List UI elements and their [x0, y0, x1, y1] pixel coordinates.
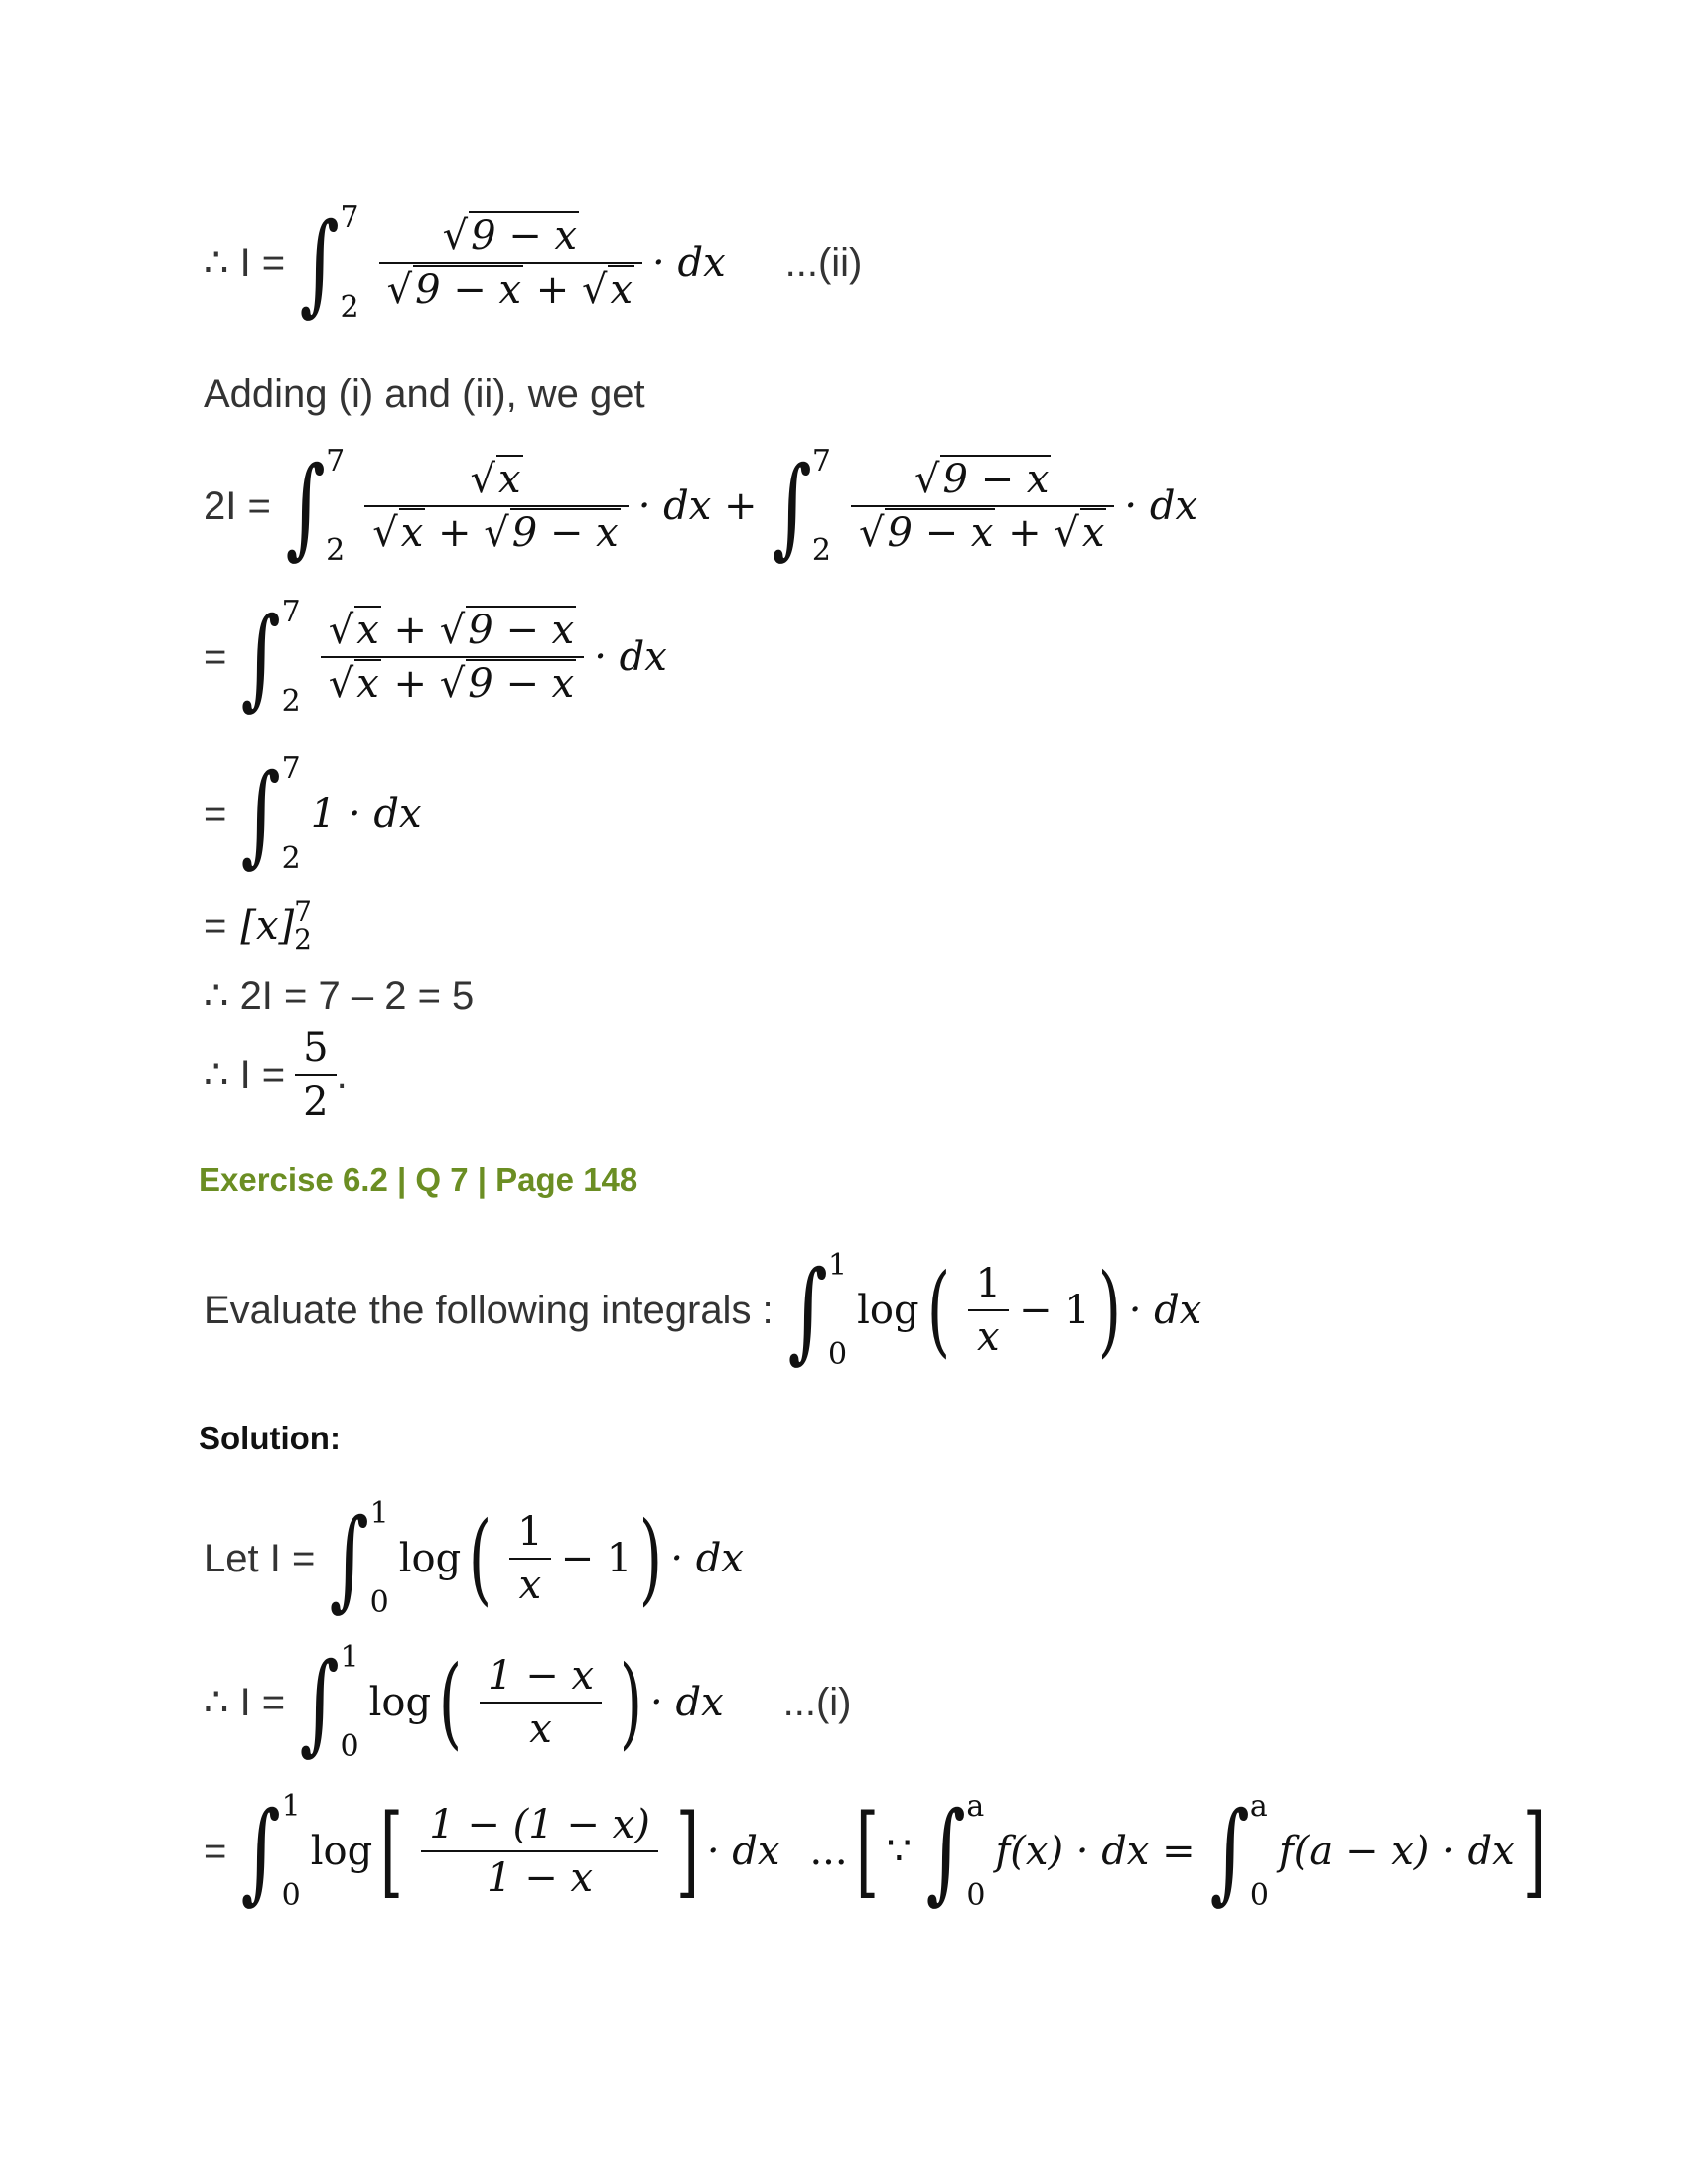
denominator: 2 [303, 1079, 329, 1125]
solution-i: ∴ I = ∫ 1 0 log ( $\frac{1 - x}{x}$ ) · dx ...(i) [204, 1639, 852, 1766]
equation-bracket [204, 895, 312, 956]
property-lhs: f(x) · dx = [995, 1829, 1196, 1874]
integral-sign: ∫ a 0 [925, 1788, 986, 1915]
plus-sign: + [393, 608, 428, 653]
numerator-a: x [356, 608, 379, 653]
dx: · dx [706, 1829, 780, 1874]
dx: · dx [1124, 483, 1198, 529]
property-rhs: f(a − x) · dx [1279, 1829, 1515, 1874]
question-text: Evaluate the following integrals : [204, 1288, 774, 1332]
numerator-b: 9 − x [468, 608, 575, 653]
eq-prefix: Let I = [204, 1536, 316, 1580]
upper-limit: 1 [369, 1496, 389, 1531]
eq-prefix: = [204, 791, 227, 836]
fraction-1: $\frac{√x}{√x + √9 - x}$ [364, 454, 628, 559]
integral-sign: ∫ 7 2 [240, 594, 301, 721]
lower-limit: 0 [281, 1878, 301, 1913]
integral-sign: ∫ 7 2 [299, 200, 359, 327]
fraction [968, 1258, 1009, 1363]
integral-sign: ∫ a 0 [1209, 1788, 1269, 1915]
period: . [336, 1052, 348, 1097]
dots: ... [809, 1829, 848, 1874]
upper-limit: 7 [340, 201, 359, 235]
question-line: Evaluate the following integrals : ∫ 1 0 log ( $\frac{1}{x}$ − 1 ) · dx [204, 1247, 1202, 1374]
fraction [295, 1023, 336, 1128]
denominator-a: 9 − x [415, 267, 522, 313]
upper-limit: 1 [281, 1789, 301, 1824]
lower-limit: 2 [811, 533, 831, 568]
integral-sign: ∫ 7 2 [772, 443, 831, 570]
value-text: ∴ 2I = 7 – 2 = 5 [204, 974, 475, 1018]
fraction [509, 1506, 550, 1611]
upper-limit: a [966, 1789, 985, 1824]
dx: · dx [670, 1536, 744, 1581]
plus-sign: + [535, 267, 570, 313]
adding-text: Adding (i) and (ii), we get [204, 372, 645, 416]
fraction-2: $\frac{√9 - x}{√9 - x + √x}$ [851, 454, 1114, 559]
eq-prefix: ∴ I = [204, 241, 286, 285]
fraction [480, 1650, 602, 1755]
lower-limit: 0 [1249, 1878, 1269, 1913]
upper-limit: 1 [827, 1248, 848, 1283]
numerator: 1 [975, 1261, 1002, 1306]
denominator-a: x [400, 510, 424, 556]
integral-sign: ∫ 1 0 [787, 1247, 848, 1374]
lower-limit: 2 [281, 841, 301, 876]
lower-limit: 0 [369, 1585, 389, 1620]
log-text: log [368, 1680, 432, 1725]
numerator: 9 − x [471, 213, 578, 259]
eq-prefix: ∴ I = [204, 1053, 286, 1097]
integral-sign: ∫ 1 0 [299, 1639, 359, 1766]
equation-tag: ...(i) [782, 1680, 852, 1724]
eq-prefix: 2I = [204, 483, 271, 528]
solution-label: Solution: [199, 1420, 341, 1456]
equation-tag: ...(ii) [784, 240, 863, 285]
denominator-a: x [356, 661, 379, 707]
denominator-b: x [610, 267, 633, 313]
solution-property: = ∫ 1 0 log [ $\frac{1 - (1 - x)}{1 - x}$ ] · dx ... [ ∵ ∫ a 0 f(x) · dx = ∫ a 0 f(a − x) · dx ] [204, 1788, 1546, 1915]
lower-limit: 0 [966, 1878, 986, 1913]
numerator: 1 − (1 − x) [429, 1802, 650, 1847]
lower-limit: 2 [294, 923, 312, 956]
eq-prefix: = [204, 1829, 227, 1873]
numerator: 1 [517, 1509, 543, 1555]
upper-limit: 7 [294, 895, 312, 928]
plus-sign: + [1008, 510, 1042, 556]
denominator-b: x [1081, 510, 1105, 556]
eq-prefix: ∴ I = [204, 1681, 286, 1724]
log-text: log [857, 1288, 919, 1333]
denominator: x [518, 1563, 542, 1608]
integral-sign: ∫ 1 0 [329, 1495, 389, 1622]
equation-one [204, 751, 422, 878]
exercise-heading: Exercise 6.2 | Q 7 | Page 148 [199, 1161, 638, 1198]
denominator-b: 9 − x [511, 510, 619, 556]
minus-one: − 1 [560, 1536, 633, 1581]
lower-limit: 0 [827, 1337, 848, 1372]
fraction [421, 1799, 658, 1904]
upper-limit: 7 [281, 595, 301, 629]
lower-limit: 2 [340, 290, 359, 325]
log-text: log [398, 1536, 462, 1581]
fraction: $\frac{√x + √9 - x}{√x + √9 - x}$ [321, 605, 584, 710]
upper-limit: 7 [811, 444, 831, 478]
dx: · dx [650, 1680, 724, 1725]
eq-prefix: = [204, 634, 227, 679]
denominator: x [977, 1314, 1000, 1360]
because-symbol: ∵ [886, 1829, 913, 1874]
numerator: 5 [303, 1025, 329, 1071]
fraction: $\frac{√9 - x}{√9 - x + √x}$ [379, 210, 642, 316]
denominator: x [529, 1706, 552, 1752]
numerator: 9 − x [942, 457, 1050, 502]
bracket-x: [x] [240, 903, 295, 949]
dx: · dx [652, 240, 726, 286]
integral-sign: ∫ 7 2 [240, 751, 301, 878]
upper-limit: 1 [340, 1640, 359, 1675]
integral-sign: ∫ 7 2 [285, 443, 346, 570]
equation-sum [204, 594, 667, 721]
denominator-a: 9 − x [887, 510, 994, 556]
integrand: 1 · dx [310, 791, 422, 837]
lower-limit: 2 [281, 684, 301, 719]
eq-prefix: = [204, 903, 227, 948]
upper-limit: a [1249, 1789, 1268, 1824]
integral-sign: ∫ 1 0 [240, 1788, 301, 1915]
equation-i-value [204, 1023, 348, 1128]
equation-ii [204, 200, 863, 327]
log-text: log [310, 1829, 373, 1874]
upper-limit: 7 [326, 444, 346, 478]
equation-2i-value [204, 973, 474, 1019]
lower-limit: 0 [340, 1729, 359, 1764]
denominator: 1 − x [487, 1855, 594, 1901]
numerator: 1 − x [488, 1653, 595, 1699]
plus-sign: + [438, 510, 472, 556]
dx: · dx [594, 634, 667, 680]
numerator: x [497, 457, 521, 502]
equation-2i [204, 443, 1198, 570]
minus-one: − 1 [1019, 1288, 1090, 1333]
dx: · dx [1128, 1288, 1202, 1333]
dx-plus: · dx + [637, 483, 758, 529]
adding-text-line [204, 372, 645, 417]
lower-limit: 2 [326, 533, 346, 568]
denominator-b: 9 − x [468, 661, 575, 707]
upper-limit: 7 [281, 751, 301, 786]
solution-let: Let I = ∫ 1 0 log ( $\frac{1}{x}$ − 1 ) · dx [204, 1495, 744, 1622]
plus-sign: + [393, 661, 428, 707]
